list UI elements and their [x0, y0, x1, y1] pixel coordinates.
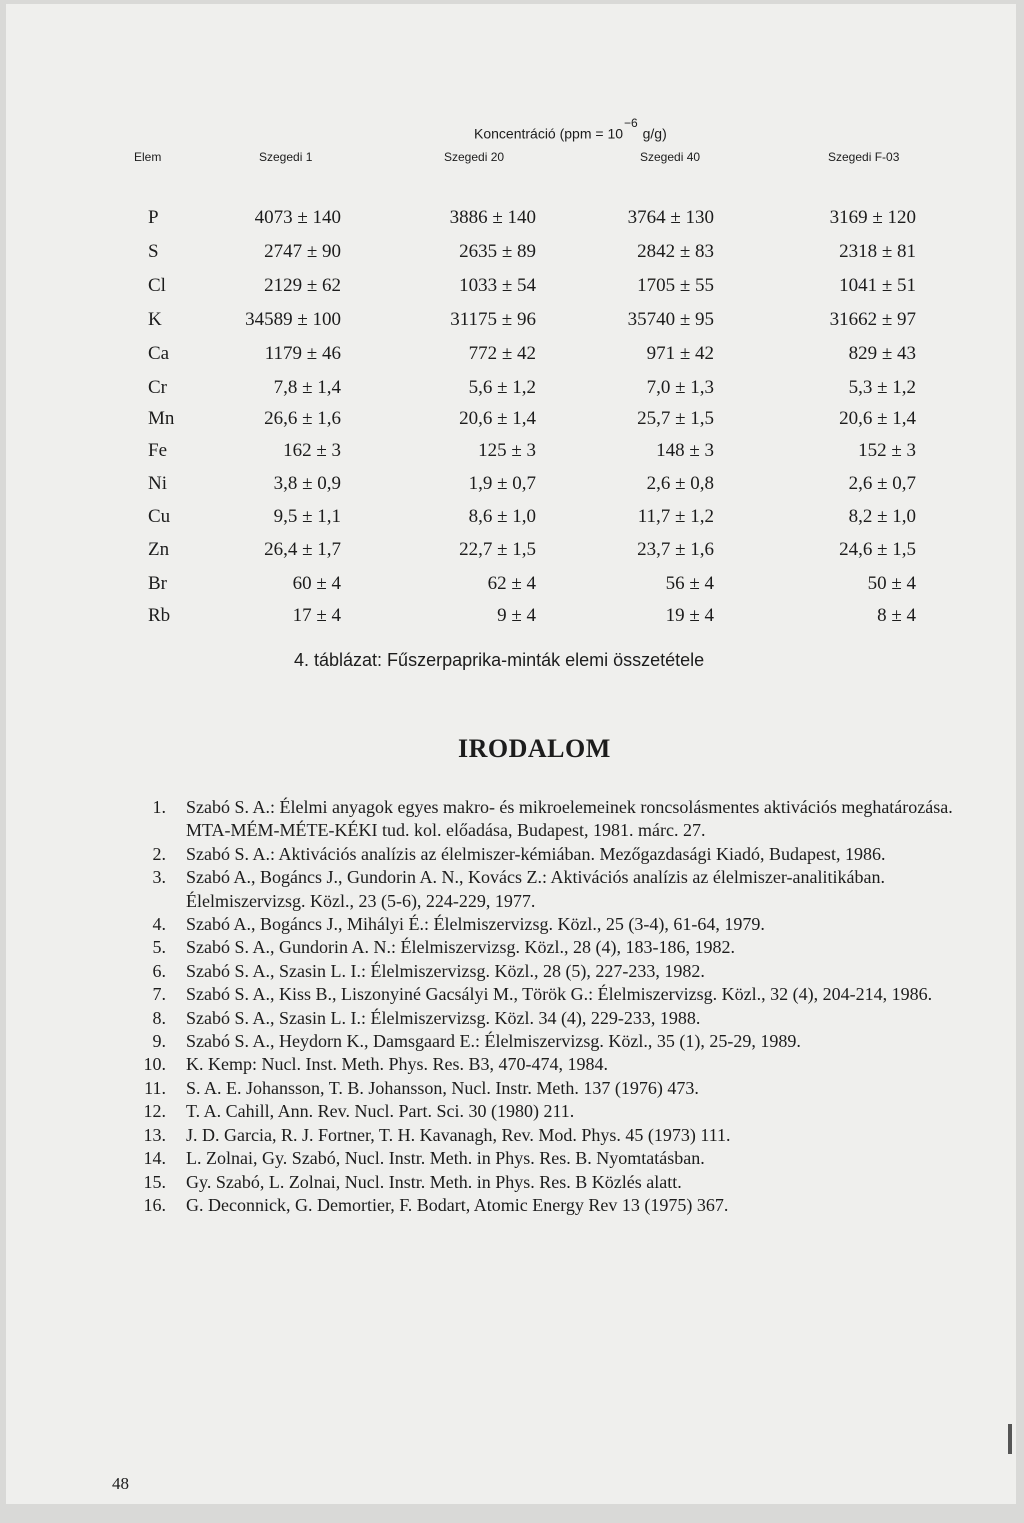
concentration-value: 25,7 ± 1,5 [637, 408, 714, 429]
concentration-value: 19 ± 4 [665, 605, 714, 626]
element-symbol: Ca [148, 343, 170, 364]
reference-number: 13. [143, 1124, 166, 1145]
concentration-value: 22,7 ± 1,5 [459, 539, 536, 560]
concentration-value: 1033 ± 54 [459, 275, 536, 296]
reference-text: Szabó S. A., Kiss B., Liszonyiné Gacsályi M., Török G.: Élelmiszervizsg. Közl., 32 (4), 204-214, 1986. [186, 984, 933, 1005]
table-row [6, 506, 1006, 534]
concentration-value: 971 ± 42 [646, 343, 714, 364]
concentration-value: 1179 ± 46 [264, 343, 341, 364]
concentration-value: 4073 ± 140 [254, 207, 341, 228]
element-symbol: S [148, 241, 159, 262]
concentration-value: 24,6 ± 1,5 [839, 539, 916, 560]
element-symbol: Rb [148, 605, 171, 626]
reference-number: 5. [152, 937, 166, 958]
concentration-value: 2129 ± 62 [264, 275, 341, 296]
concentration-header: Koncentráció ($ppm = 10^{-6}$ g/g) [474, 116, 667, 142]
concentration-value: 9 ± 4 [497, 605, 536, 626]
reference-number: 16. [143, 1194, 166, 1215]
element-symbol: Cr [148, 377, 167, 398]
concentration-value: 23,7 ± 1,6 [637, 539, 714, 560]
concentration-value: 2747 ± 90 [264, 241, 341, 262]
reference-text: Szabó S. A.: Aktivációs analízis az élelmiszer-kémiában. Mezőgazdasági Kiadó, Budapest, 1986. [186, 843, 886, 864]
table-row [6, 408, 1006, 436]
concentration-value: 50 ± 4 [867, 573, 916, 594]
table-row [6, 275, 1006, 303]
reference-number: 4. [152, 914, 166, 935]
column-header-elem: Elem [134, 150, 162, 164]
element-symbol: Mn [148, 408, 175, 429]
reference-item [6, 936, 1006, 959]
reference-number: 14. [143, 1148, 166, 1169]
reference-item [6, 1124, 1006, 1147]
document-page [6, 4, 1016, 1504]
concentration-value: 772 ± 42 [468, 343, 536, 364]
concentration-value: 5,3 ± 1,2 [848, 377, 916, 398]
column-header-szegedi-40: Szegedi 40 [640, 150, 701, 164]
concentration-value: 7,0 ± 1,3 [646, 377, 714, 398]
reference-text: T. A. Cahill, Ann. Rev. Nucl. Part. Sci. 30 (1980) 211. [186, 1101, 575, 1122]
element-symbol: Zn [148, 539, 170, 560]
reference-list [6, 796, 1006, 1217]
element-symbol: Cl [148, 275, 166, 296]
concentration-value: 8,2 ± 1,0 [848, 506, 916, 527]
reference-number: 1. [152, 797, 166, 817]
concentration-value: 1,9 ± 0,7 [468, 473, 536, 494]
reference-text: Szabó S. A.: Élelmi anyagok egyes makro- és mikroelemeinek roncsolásmentes aktivációs meghatározása. MTA-MÉM-MÉTE-KÉKI tud. kol. előadása, Budapest, 1981. márc. 27. [186, 797, 953, 841]
table-row [6, 440, 1006, 468]
reference-item [6, 913, 1006, 936]
concentration-value: 3886 ± 140 [449, 207, 536, 228]
table-row [6, 605, 1006, 633]
reference-text: J. D. Garcia, R. J. Fortner, T. H. Kavanagh, Rev. Mod. Phys. 45 (1973) 111. [186, 1124, 731, 1145]
reference-text: Gy. Szabó, L. Zolnai, Nucl. Instr. Meth. in Phys. Res. B Közlés alatt. [186, 1171, 682, 1192]
column-header-szegedi-20: Szegedi 20 [444, 150, 505, 164]
concentration-value: 1705 ± 55 [637, 275, 714, 296]
concentration-value: 20,6 ± 1,4 [459, 408, 536, 429]
element-symbol: Br [148, 573, 167, 594]
reference-number: 7. [152, 984, 166, 1005]
reference-text: L. Zolnai, Gy. Szabó, Nucl. Instr. Meth. in Phys. Res. B. Nyomtatásban. [186, 1148, 705, 1169]
concentration-value: 20,6 ± 1,4 [839, 408, 916, 429]
reference-item [6, 960, 1006, 983]
concentration-value: 2318 ± 81 [839, 241, 916, 262]
reference-item [6, 1147, 1006, 1170]
reference-text: Szabó S. A., Heydorn K., Damsgaard E.: Élelmiszervizsg. Közl., 35 (1), 25-29, 1989. [186, 1031, 801, 1052]
reference-text: S. A. E. Johansson, T. B. Johansson, Nucl. Instr. Meth. 137 (1976) 473. [186, 1077, 699, 1098]
reference-item [6, 1100, 1006, 1123]
table-row [6, 573, 1006, 601]
reference-text: G. Deconnick, G. Demortier, F. Bodart, Atomic Energy Rev 13 (1975) 367. [186, 1194, 729, 1215]
concentration-value: 8,6 ± 1,0 [468, 506, 536, 527]
element-symbol: Ni [148, 473, 167, 494]
reference-text: Szabó S. A., Szasin L. I.: Élelmiszervizsg. Közl. 34 (4), 229-233, 1988. [186, 1007, 701, 1028]
reference-item [6, 1171, 1006, 1194]
reference-number: 10. [143, 1054, 166, 1075]
concentration-value: 31175 ± 96 [450, 309, 536, 330]
concentration-value: 5,6 ± 1,2 [468, 377, 536, 398]
concentration-value: 125 ± 3 [478, 440, 536, 461]
concentration-value: 11,7 ± 1,2 [637, 506, 714, 527]
element-symbol: K [148, 309, 162, 330]
reference-text: K. Kemp: Nucl. Inst. Meth. Phys. Res. B3, 470-474, 1984. [186, 1054, 608, 1075]
table-row [6, 309, 1006, 337]
reference-number: 8. [152, 1007, 166, 1028]
concentration-value: 2,6 ± 0,8 [646, 473, 714, 494]
page-number: 48 [112, 1474, 129, 1493]
reference-text: Szabó A., Bogáncs J., Gundorin A. N., Kovács Z.: Aktivációs analízis az élelmiszer-analitikában. Élelmiszervizsg. Közl., 23 (5-6), 224-229, 1977. [186, 867, 885, 911]
element-symbol: P [148, 207, 159, 228]
concentration-value: 2,6 ± 0,7 [848, 473, 916, 494]
reference-item [6, 1194, 1006, 1217]
concentration-value: 60 ± 4 [292, 573, 341, 594]
reference-item [6, 1007, 1006, 1030]
page-edge-mark [1008, 1424, 1012, 1454]
concentration-value: 829 ± 43 [848, 343, 916, 364]
concentration-value: 152 ± 3 [858, 440, 916, 461]
element-symbol: Cu [148, 506, 171, 527]
concentration-value: 34589 ± 100 [245, 309, 341, 330]
concentration-value: 1041 ± 51 [839, 275, 916, 296]
concentration-value: 31662 ± 97 [829, 309, 916, 330]
reference-text: Szabó S. A., Gundorin A. N.: Élelmiszervizsg. Közl., 28 (4), 183-186, 1982. [186, 937, 735, 958]
concentration-value: 7,8 ± 1,4 [273, 377, 341, 398]
concentration-value: 3169 ± 120 [829, 207, 916, 228]
references-title: IRODALOM [458, 734, 611, 763]
reference-text: Szabó A., Bogáncs J., Mihályi É.: Élelmiszervizsg. Közl., 25 (3-4), 61-64, 1979. [186, 914, 765, 935]
reference-number: 6. [152, 960, 166, 981]
concentration-value: 26,4 ± 1,7 [264, 539, 341, 560]
concentration-value: 148 ± 3 [656, 440, 714, 461]
table-caption: 4. táblázat: Fűszerpaprika-minták elemi összetétele [294, 650, 705, 670]
reference-number: 12. [143, 1101, 166, 1122]
reference-item [6, 1053, 1006, 1076]
column-header-szegedi-f03: Szegedi F-03 [828, 150, 900, 164]
concentration-value: 17 ± 4 [292, 605, 341, 626]
table-row [6, 343, 1006, 371]
element-symbol: Fe [148, 440, 167, 461]
concentration-value: 26,6 ± 1,6 [264, 408, 341, 429]
reference-item [6, 866, 1006, 913]
reference-number: 9. [152, 1031, 166, 1052]
concentration-value: 9,5 ± 1,1 [273, 506, 341, 527]
reference-item [6, 1030, 1006, 1053]
concentration-value: 2635 ± 89 [459, 241, 536, 262]
concentration-value: 162 ± 3 [283, 440, 341, 461]
concentration-value: 56 ± 4 [665, 573, 714, 594]
table-row [6, 241, 1006, 269]
table-row [6, 473, 1006, 501]
table-row [6, 377, 1006, 405]
concentration-value: 3764 ± 130 [627, 207, 714, 228]
reference-number: 3. [152, 867, 166, 888]
reference-item [6, 796, 1006, 843]
concentration-value: 62 ± 4 [487, 573, 536, 594]
reference-number: 15. [143, 1171, 166, 1192]
reference-item [6, 843, 1006, 866]
concentration-value: 35740 ± 95 [627, 309, 714, 330]
reference-text: Szabó S. A., Szasin L. I.: Élelmiszervizsg. Közl., 28 (5), 227-233, 1982. [186, 960, 705, 981]
reference-number: 11. [144, 1077, 166, 1098]
table-row [6, 207, 1006, 235]
reference-item [6, 1077, 1006, 1100]
concentration-value: 2842 ± 83 [637, 241, 714, 262]
concentration-value: 3,8 ± 0,9 [273, 473, 341, 494]
table-row [6, 539, 1006, 567]
reference-item [6, 983, 1006, 1006]
column-header-szegedi-1: Szegedi 1 [259, 150, 313, 164]
reference-number: 2. [152, 843, 166, 864]
concentration-value: 8 ± 4 [877, 605, 916, 626]
